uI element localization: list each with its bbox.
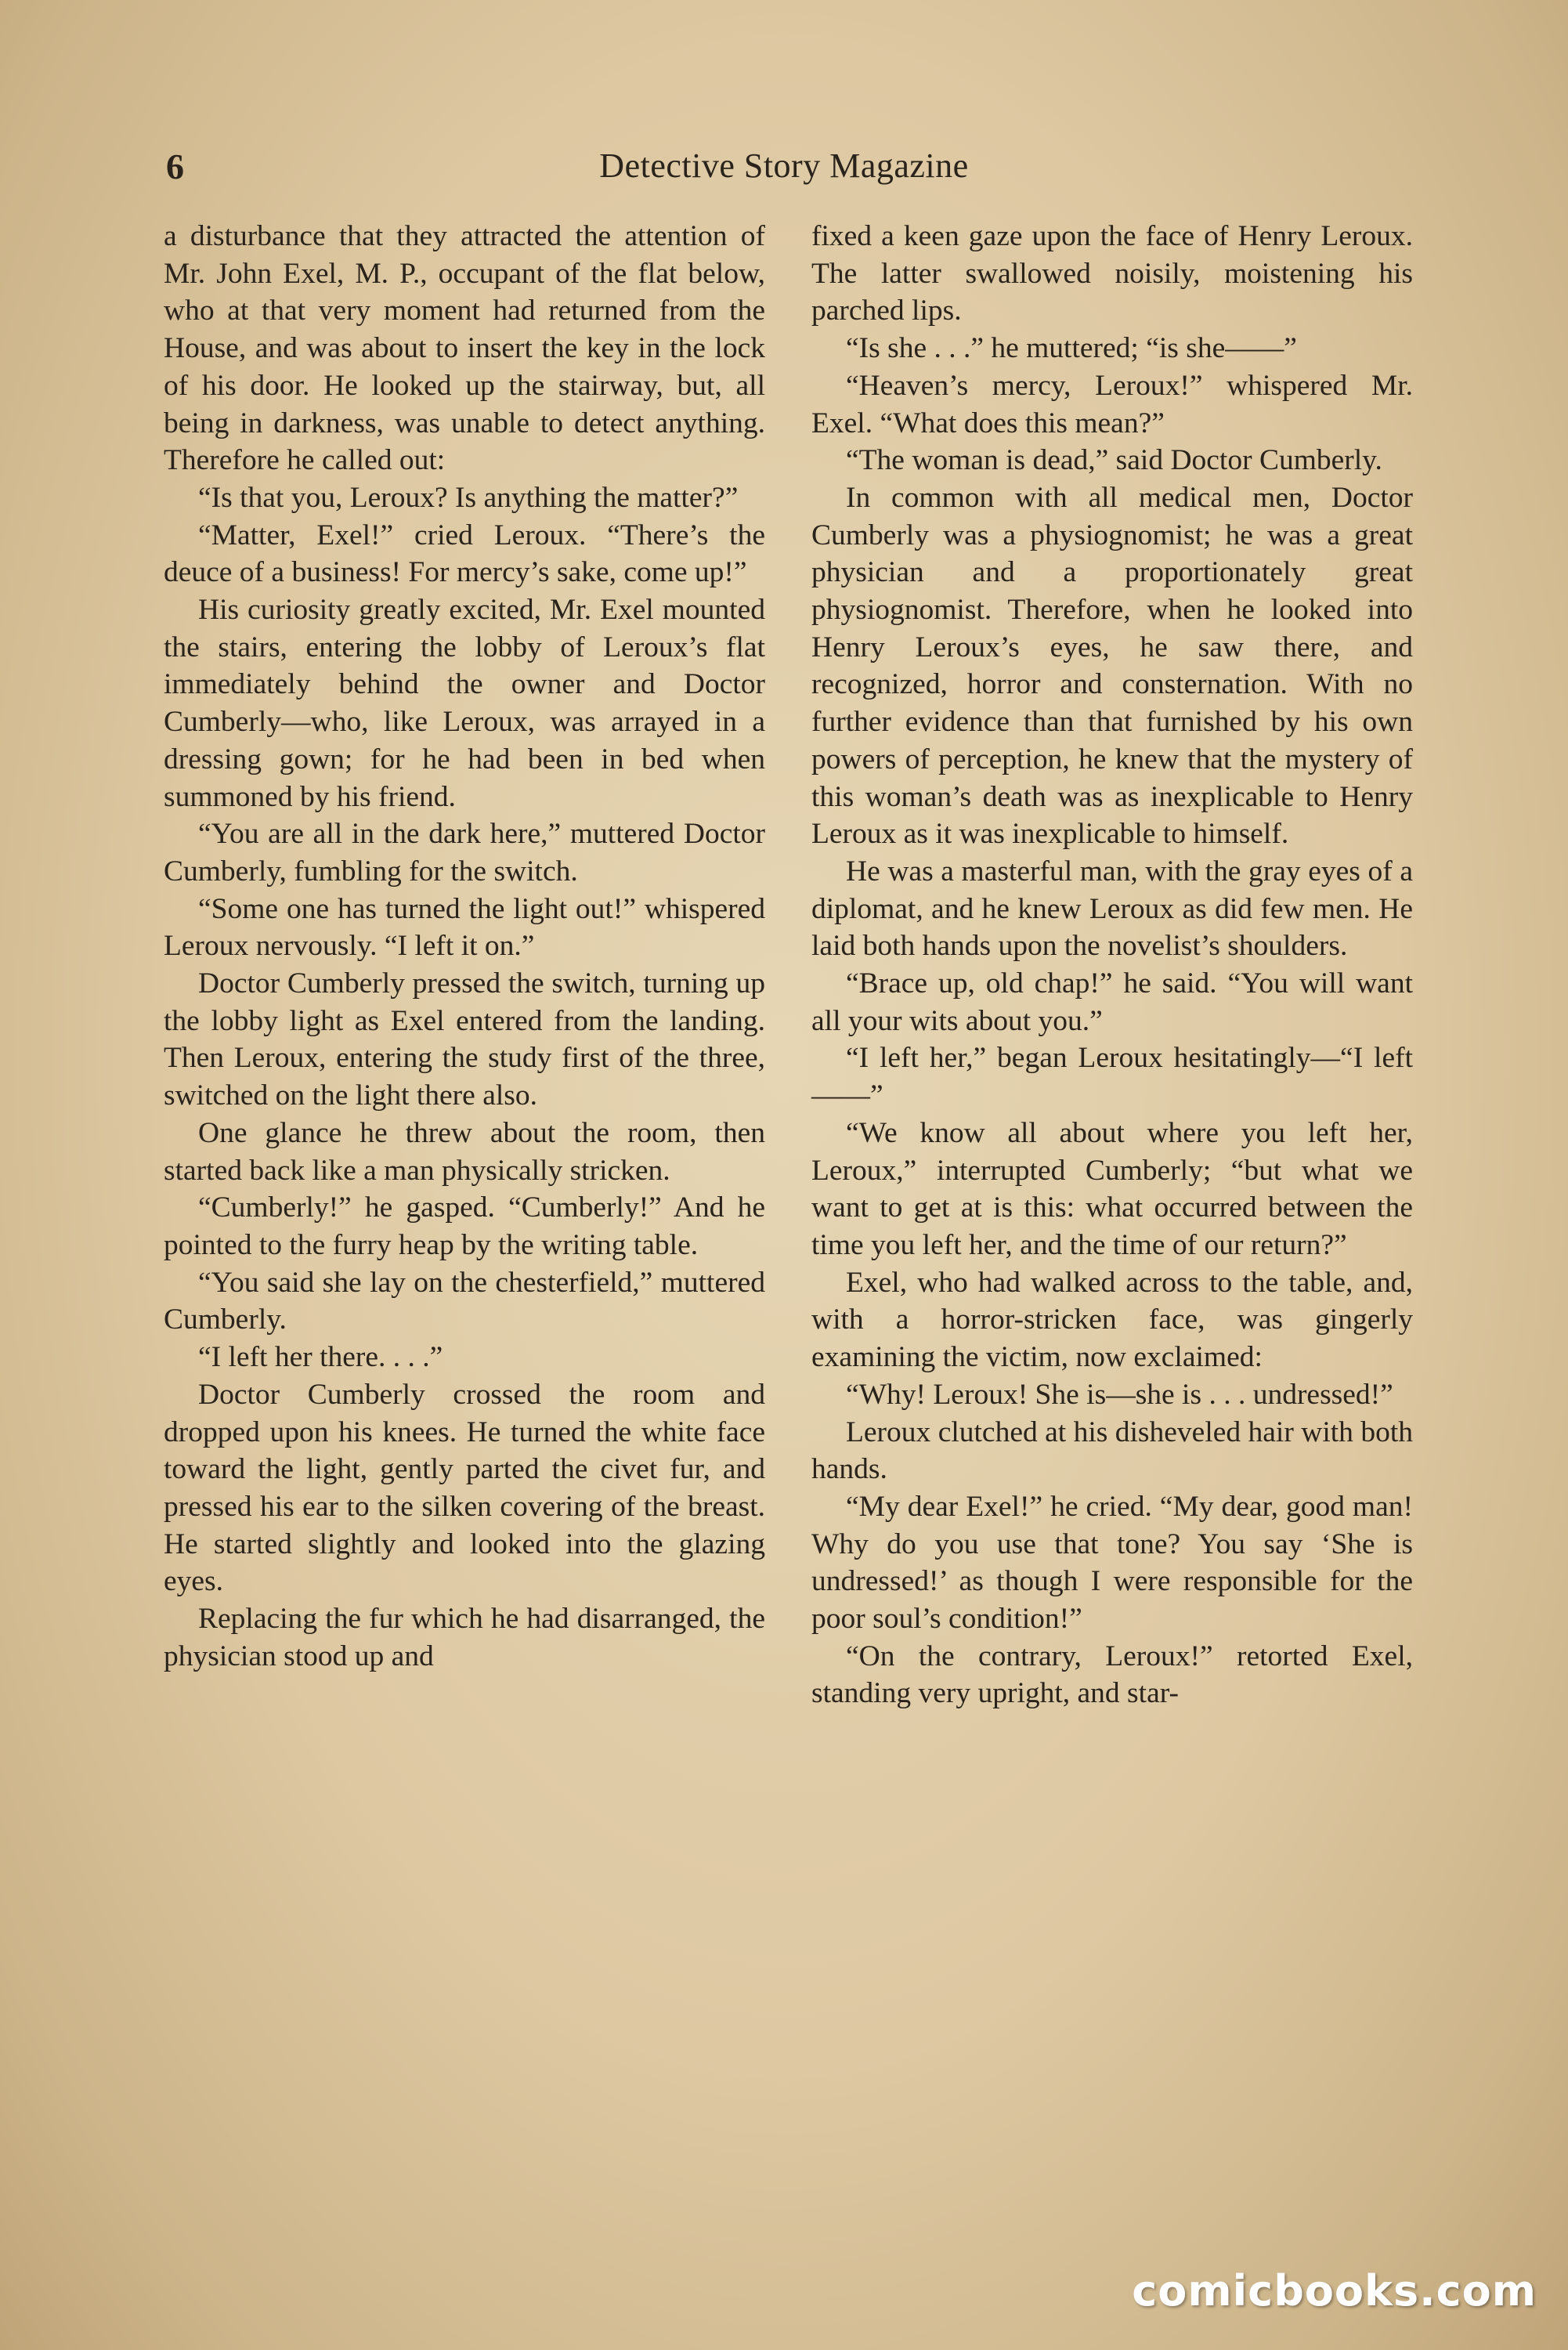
paragraph: “My dear Exel!” he cried. “My dear, good man! Why do you use that tone? You say ‘She is undressed!’ as though I were responsible for the poor soul’s condition!”: [811, 1490, 1413, 1636]
paragraph: Replacing the fur which he had disarranged, the physician stood up and: [164, 1603, 765, 1672]
paragraph: “You said she lay on the chesterfield,” muttered Cumberly.: [164, 1266, 765, 1336]
paragraph: “On the contrary, Leroux!” retorted Exel, standing very upright, and star-: [811, 1640, 1413, 1710]
paragraph: Doctor Cumberly crossed the room and dropped upon his knees. He turned the white face toward the light, gently parted the civet fur, and pressed his ear to the silken covering of the breast. He started slightly and looked into the glazing eyes.: [164, 1378, 765, 1598]
paragraph: “We know all about where you left her, Leroux,” interrupted Cumberly; “but what we want to get at is this: what occurred between the time you left her, and the time of our return?”: [811, 1116, 1413, 1261]
paragraph: “I left her there. . . .”: [198, 1341, 443, 1374]
paragraph: “I left her,” began Leroux hesitatingly—“I left——”: [811, 1042, 1413, 1112]
page-number: 6: [166, 146, 184, 186]
paragraph: “Brace up, old chap!” he said. “You will want all your wits about you.”: [811, 967, 1413, 1037]
paragraph: Leroux clutched at his disheveled hair with both hands.: [811, 1415, 1413, 1486]
left-text-column: [164, 218, 765, 1675]
paragraph: In common with all medical men, Doctor Cumberly was a physiognomist; he was a great physician and a proportionately great physiognomist. Therefore, when he looked into Henry Leroux’s eyes, he saw there, and recognized, horror and consternation. With no further evidence than that furnished by his own powers of perception, he knew that the mystery of this woman’s death was as inexplicable to Henry Leroux as it was inexplicable to himself.: [811, 481, 1413, 851]
paragraph: “Why! Leroux! She is—she is . . . undressed!”: [846, 1378, 1393, 1411]
paragraph: “Heaven’s mercy, Leroux!” whispered Mr. Exel. “What does this mean?”: [811, 369, 1413, 439]
paragraph: Doctor Cumberly pressed the switch, turning up the lobby light as Exel entered from the landing. Then Leroux, entering the study first of the three, switched on the light there also.: [164, 967, 765, 1112]
paragraph: Exel, who had walked across to the table, and, with a horror-stricken face, was gingerly examining the victim, now exclaimed:: [811, 1266, 1413, 1374]
paragraph: “You are all in the dark here,” muttered Doctor Cumberly, fumbling for the switch.: [164, 818, 765, 888]
paragraph: fixed a keen gaze upon the face of Henry Leroux. The latter swallowed noisily, moistening his parched lips.: [811, 220, 1413, 327]
paragraph: “The woman is dead,” said Doctor Cumberly.: [846, 444, 1382, 477]
watermark: comicbooks.com: [1132, 2266, 1537, 2316]
right-text-column: [811, 218, 1413, 1712]
paragraph: One glance he threw about the room, then started back like a man physically stricken.: [164, 1116, 765, 1187]
paragraph: “Is she . . .” he muttered; “is she——”: [846, 332, 1297, 365]
paragraph: “Cumberly!” he gasped. “Cumberly!” And he pointed to the furry heap by the writing table.: [164, 1191, 765, 1261]
paragraph: “Is that you, Leroux? Is anything the matter?”: [198, 481, 739, 514]
paragraph: His curiosity greatly excited, Mr. Exel mounted the stairs, entering the lobby of Leroux’s flat immediately behind the owner and Doctor Cumberly—who, like Leroux, was arrayed in a dressing gown; for he had been in bed when summoned by his friend.: [164, 594, 765, 813]
running-head: Detective Story Magazine: [599, 146, 969, 185]
page-header: [166, 146, 1402, 193]
paragraph: a disturbance that they attracted the attention of Mr. John Exel, M. P., occupant of the flat below, who at that very moment had returned from the House, and was about to insert the key in the lock of his door. He looked up the stairway, but, all being in darkness, was unable to detect anything. Therefore he called out:: [164, 220, 765, 477]
paragraph: “Matter, Exel!” cried Leroux. “There’s the deuce of a business! For mercy’s sake, come up!”: [164, 519, 765, 589]
paragraph: He was a masterful man, with the gray eyes of a diplomat, and he knew Leroux as did few men. He laid both hands upon the novelist’s shoulders.: [811, 855, 1413, 963]
paragraph: “Some one has turned the light out!” whispered Leroux nervously. “I left it on.”: [164, 892, 765, 963]
